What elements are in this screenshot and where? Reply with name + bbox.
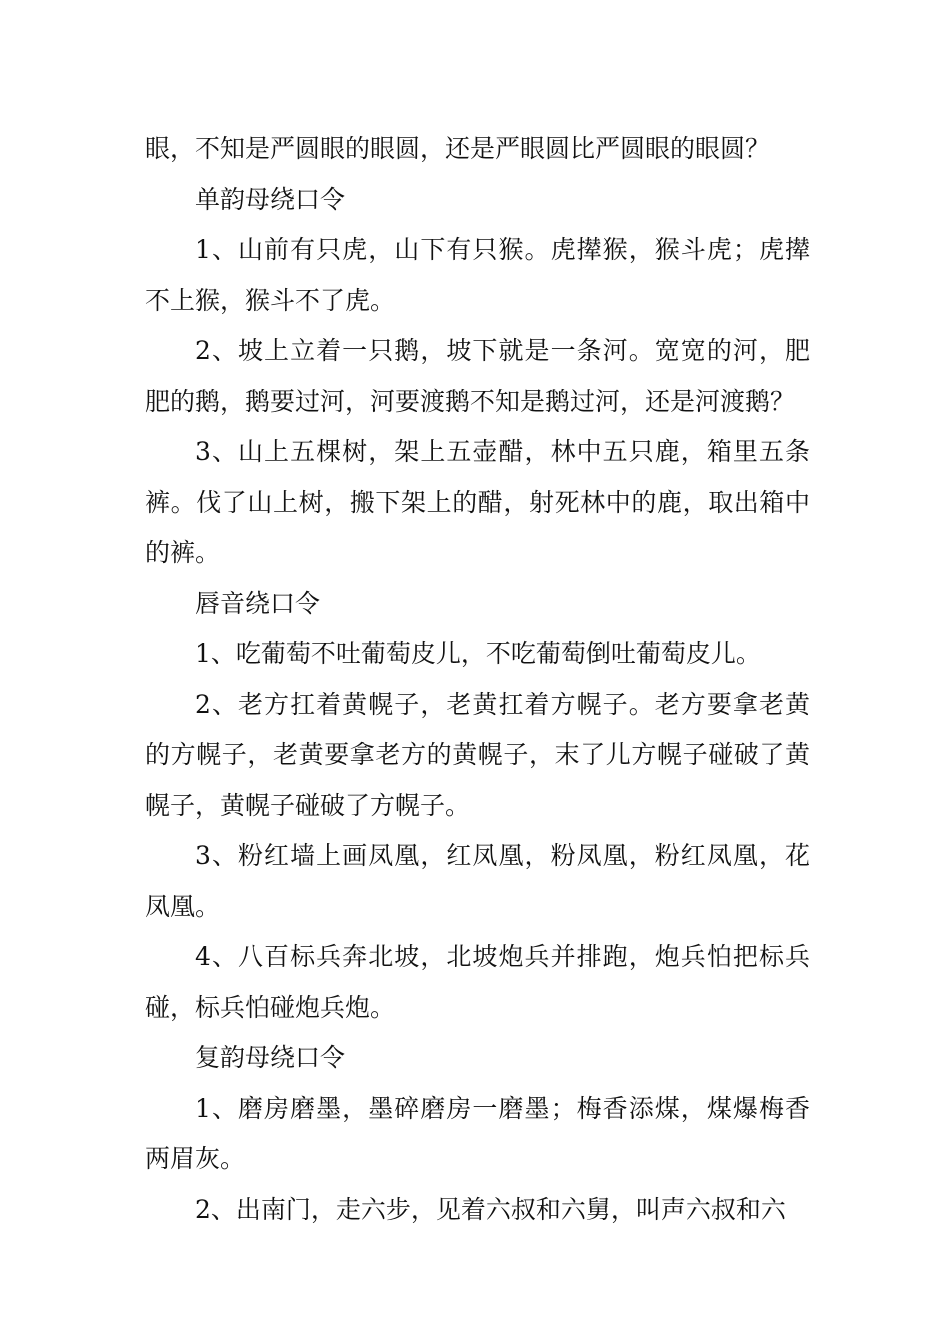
section-heading-single-finals: 单韵母绕口令 <box>195 184 346 214</box>
list-item: 2、坡上立着一只鹅，坡下就是一条河。宽宽的河，肥肥的鹅，鹅要过河，河要渡鹅不知是鹅过河，还是河渡鹅？ <box>145 336 810 416</box>
section-heading-labials: 唇音绕口令 <box>195 588 321 618</box>
list-item: 1、吃葡萄不吐葡萄皮儿，不吃葡萄倒吐葡萄皮儿。 <box>195 639 761 668</box>
paragraph-continuation: 眼，不知是严圆眼的眼圆，还是严眼圆比严圆眼的眼圆？ <box>145 134 771 163</box>
document-body <box>145 124 810 1235</box>
list-item: 2、老方扛着黄幌子，老黄扛着方幌子。老方要拿老黄的方幌子，老黄要拿老方的黄幌子，末了儿方幌子碰破了黄幌子，黄幌子碰破了方幌子。 <box>145 689 810 820</box>
list-item: 2、出南门，走六步，见着六叔和六舅，叫声六叔和六 <box>195 1194 786 1224</box>
list-item: 1、磨房磨墨，墨碎磨房一磨墨；梅香添煤，煤爆梅香两眉灰。 <box>145 1093 810 1173</box>
list-item: 3、山上五棵树，架上五壶醋，林中五只鹿，箱里五条裤。伐了山上树，搬下架上的醋，射死林中的鹿，取出箱中的裤。 <box>145 437 810 567</box>
list-item: 4、八百标兵奔北坡，北坡炮兵并排跑，炮兵怕把标兵碰，标兵怕碰炮兵炮。 <box>145 942 810 1022</box>
list-item: 3、粉红墙上画凤凰，红凤凰，粉凤凰，粉红凤凰，花凤凰。 <box>145 841 810 921</box>
section-heading-compound-finals: 复韵母绕口令 <box>195 1043 346 1072</box>
list-item: 1、山前有只虎，山下有只猴。虎撵猴，猴斗虎；虎撵不上猴，猴斗不了虎。 <box>145 235 810 315</box>
